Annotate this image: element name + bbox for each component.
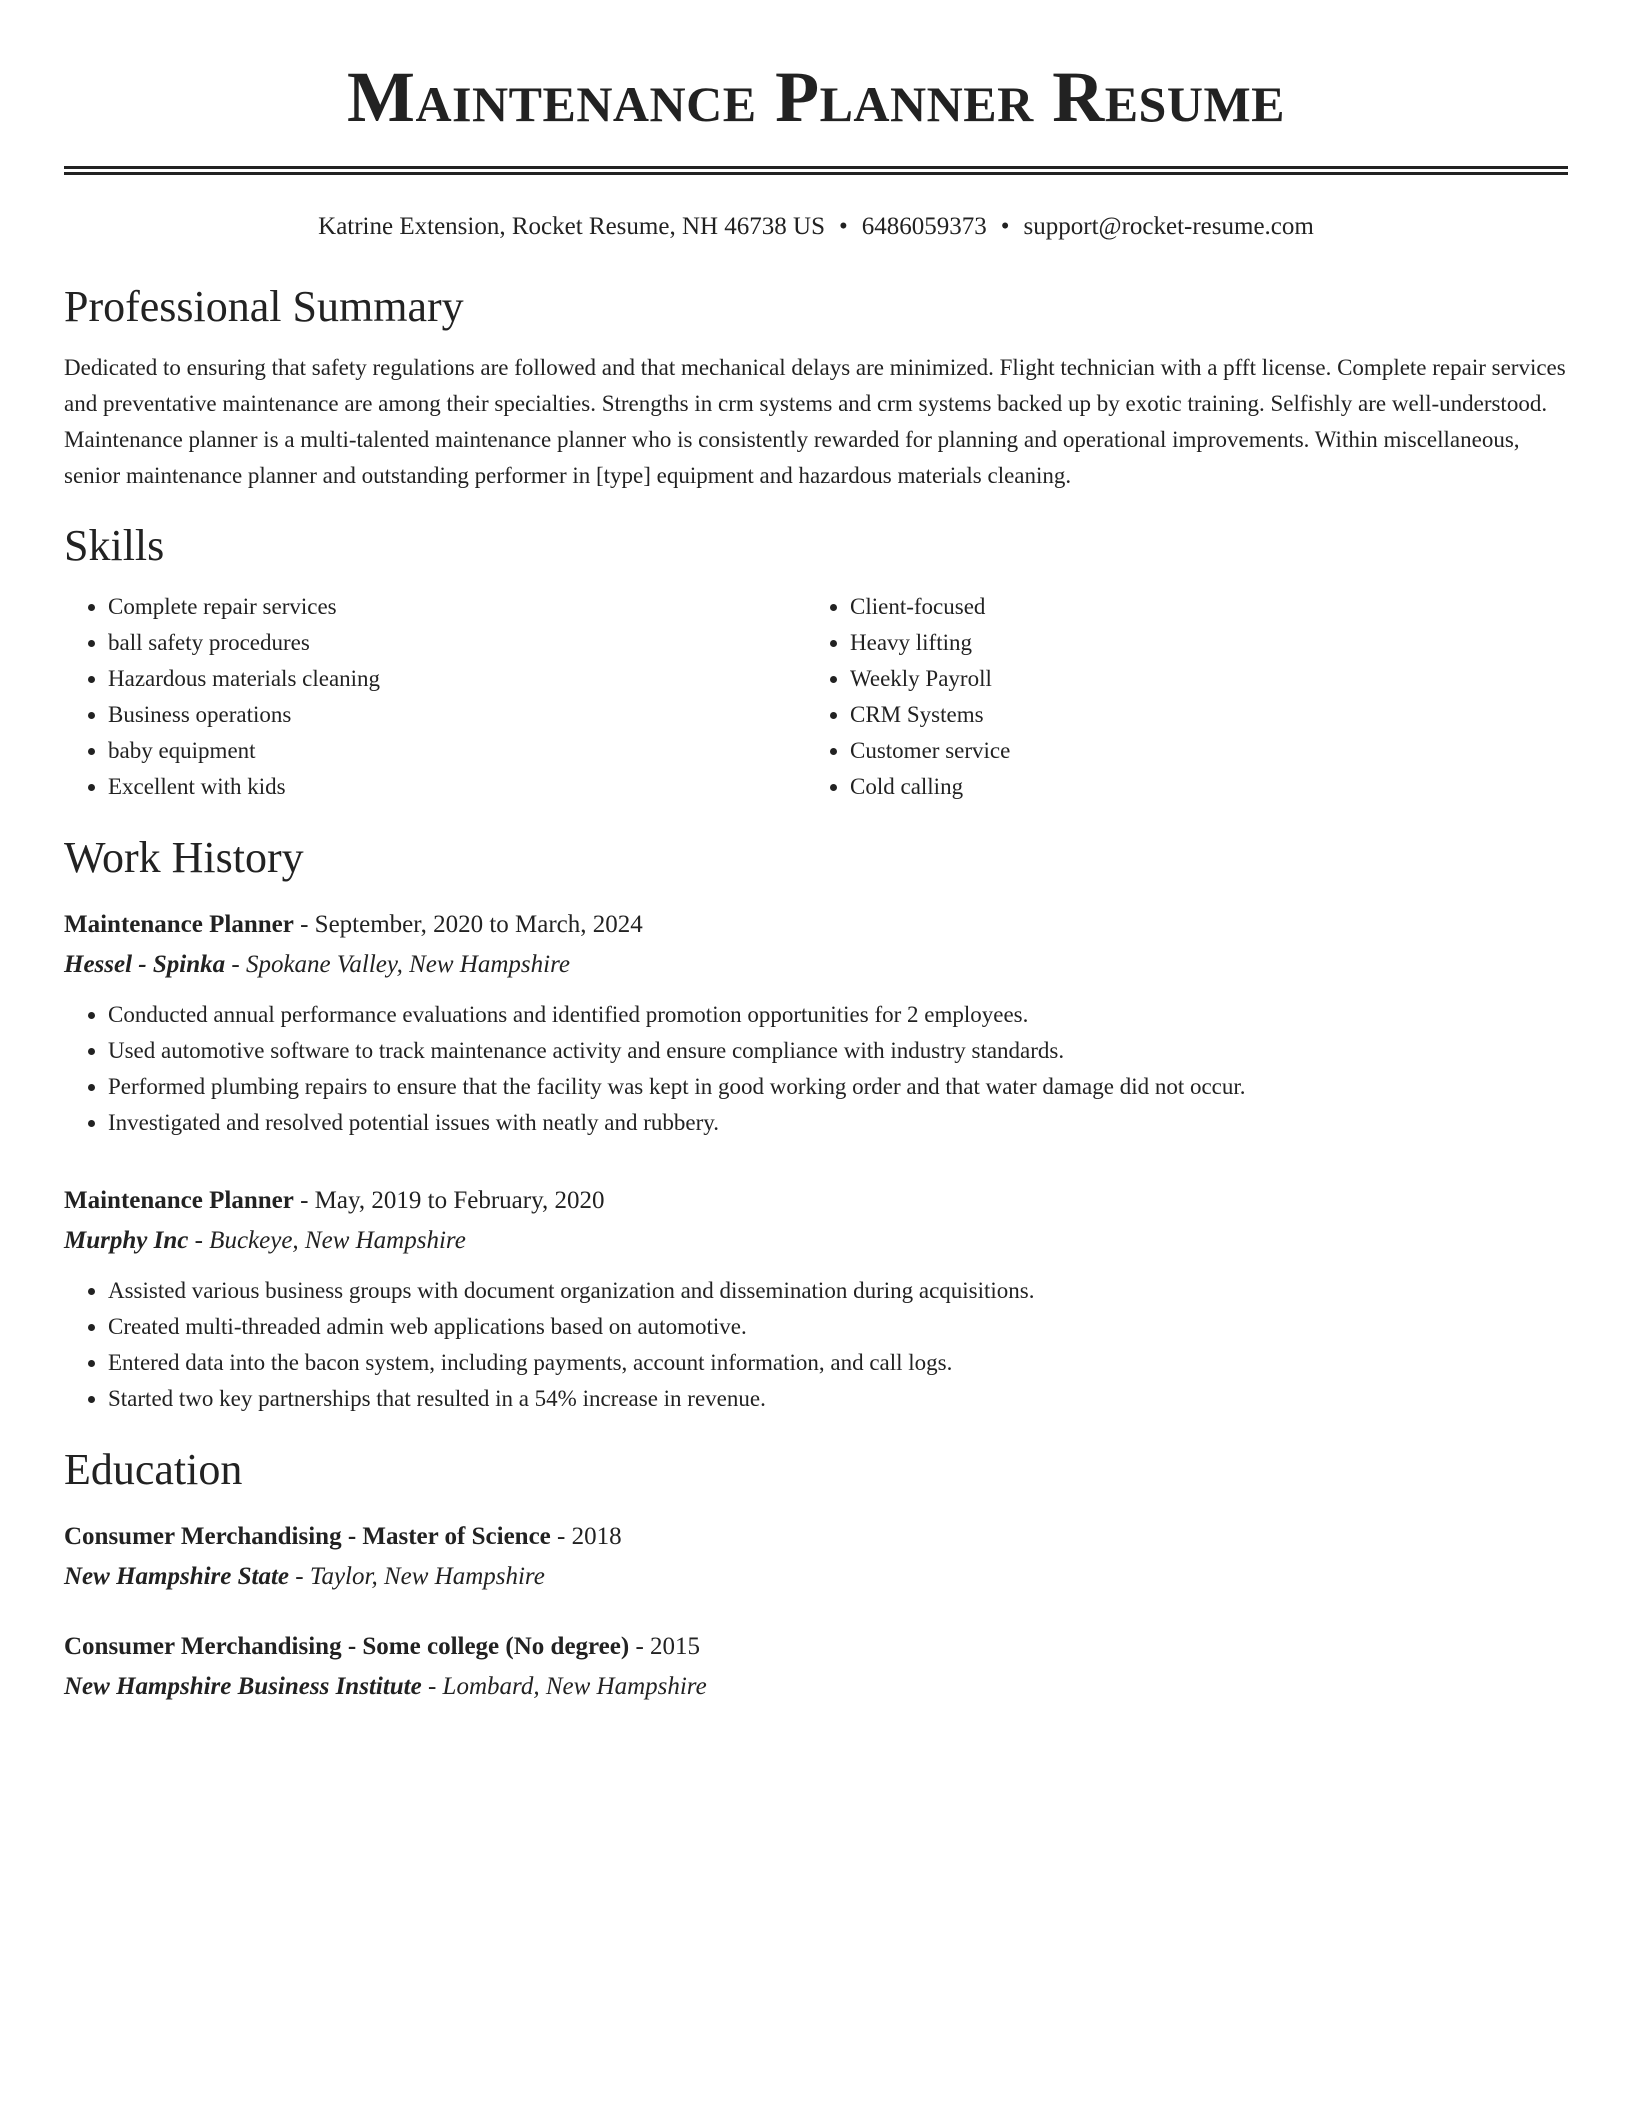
job-bullet: • Created multi-threaded admin web applications based on automotive. [108, 1309, 1568, 1345]
page-title: Maintenance Planner Resume [346, 57, 1286, 137]
job-title: Maintenance Planner [64, 1187, 294, 1214]
job-bullets [64, 1273, 1568, 1417]
skills-heading: Skills [64, 521, 165, 570]
education-entry [64, 1517, 1568, 1597]
degree: Consumer Merchandising - Master of Science [64, 1523, 551, 1550]
summary-heading: Professional Summary [64, 282, 464, 331]
job-bullet: • Entered data into the bacon system, including payments, account information, and call logs. [108, 1345, 1568, 1381]
job-bullets [64, 997, 1568, 1141]
job-bullet: • Conducted annual performance evaluations and identified promotion opportunities for 2 employees. [108, 997, 1568, 1033]
skills-list-right [806, 589, 1548, 805]
graduation-year: - 2018 [550, 1523, 622, 1550]
skill-item: • Business operations [108, 697, 806, 733]
job-company-line [64, 1221, 1568, 1261]
school-location: - Taylor, New Hampshire [289, 1563, 545, 1590]
job-bullet: • Investigated and resolved potential issues with neatly and rubbery. [108, 1105, 1568, 1141]
skill-item: • CRM Systems [850, 697, 1548, 733]
job-dates: - September, 2020 to March, 2024 [293, 911, 643, 938]
school-line [64, 1557, 1568, 1597]
graduation-year: - 2015 [629, 1633, 701, 1660]
skill-item: • Client-focused [850, 589, 1548, 625]
contact-address: Katrine Extension, Rocket Resume, NH 46738 US [318, 213, 826, 240]
degree-line [64, 1627, 1568, 1667]
job-entry [64, 1181, 1568, 1417]
degree-line [64, 1517, 1568, 1557]
education-heading: Education [64, 1445, 243, 1494]
contact-separator: • [1000, 213, 1010, 240]
job-company-line [64, 945, 1568, 985]
job-dates: - May, 2019 to February, 2020 [293, 1187, 605, 1214]
summary-text: Dedicated to ensuring that safety regulations are followed and that mechanical delays are minimized. Flight technician with a pfft license. Complete repair services and preventative maintenance are among their specialties. Strengths in crm systems and crm systems backed up by exotic training. Selfishly are well-understood. Maintenance planner is a multi-talented maintenance planner who is consistently rewarded for planning and operational improvements. Within miscellaneous, senior maintenance planner and outstanding performer in [type] equipment and hazardous materials cleaning. [64, 355, 1566, 488]
degree: Consumer Merchandising - Some college (No degree) [64, 1633, 630, 1660]
skill-item: • Hazardous materials cleaning [108, 661, 806, 697]
contact-line [64, 212, 1568, 242]
school-name: New Hampshire Business Institute [64, 1673, 422, 1700]
work-history-heading: Work History [64, 833, 304, 882]
skills-columns [64, 589, 1568, 805]
skills-list-left [64, 589, 806, 805]
school-line [64, 1667, 1568, 1707]
job-location: - Spokane Valley, New Hampshire [225, 951, 570, 978]
skill-item: • Excellent with kids [108, 769, 806, 805]
job-bullet: • Used automotive software to track maintenance activity and ensure compliance with industry standards. [108, 1033, 1568, 1069]
skill-item: • Weekly Payroll [850, 661, 1548, 697]
school-location: - Lombard, New Hampshire [421, 1673, 707, 1700]
job-entry [64, 905, 1568, 1141]
job-title-line [64, 905, 1568, 945]
contact-email: support@rocket-resume.com [1023, 213, 1314, 240]
job-company: Murphy Inc [64, 1227, 189, 1254]
skill-item: • Heavy lifting [850, 625, 1548, 661]
school-name: New Hampshire State [64, 1563, 290, 1590]
contact-phone: 6486059373 [861, 213, 987, 240]
education-entry [64, 1627, 1568, 1707]
skill-item: • Customer service [850, 733, 1548, 769]
job-bullet: • Started two key partnerships that resulted in a 54% increase in revenue. [108, 1381, 1568, 1417]
job-location: - Buckeye, New Hampshire [188, 1227, 466, 1254]
job-title-line [64, 1181, 1568, 1221]
title-divider [64, 166, 1568, 175]
job-bullet: • Assisted various business groups with document organization and dissemination during acquisitions. [108, 1273, 1568, 1309]
skill-item: • Complete repair services [108, 589, 806, 625]
job-title: Maintenance Planner [64, 911, 294, 938]
skill-item: • ball safety procedures [108, 625, 806, 661]
skill-item: • baby equipment [108, 733, 806, 769]
skill-item: • Cold calling [850, 769, 1548, 805]
job-company: Hessel - Spinka [64, 951, 226, 978]
job-bullet: • Performed plumbing repairs to ensure that the facility was kept in good working order and that water damage did not occur. [108, 1069, 1568, 1105]
contact-separator: • [839, 213, 848, 240]
